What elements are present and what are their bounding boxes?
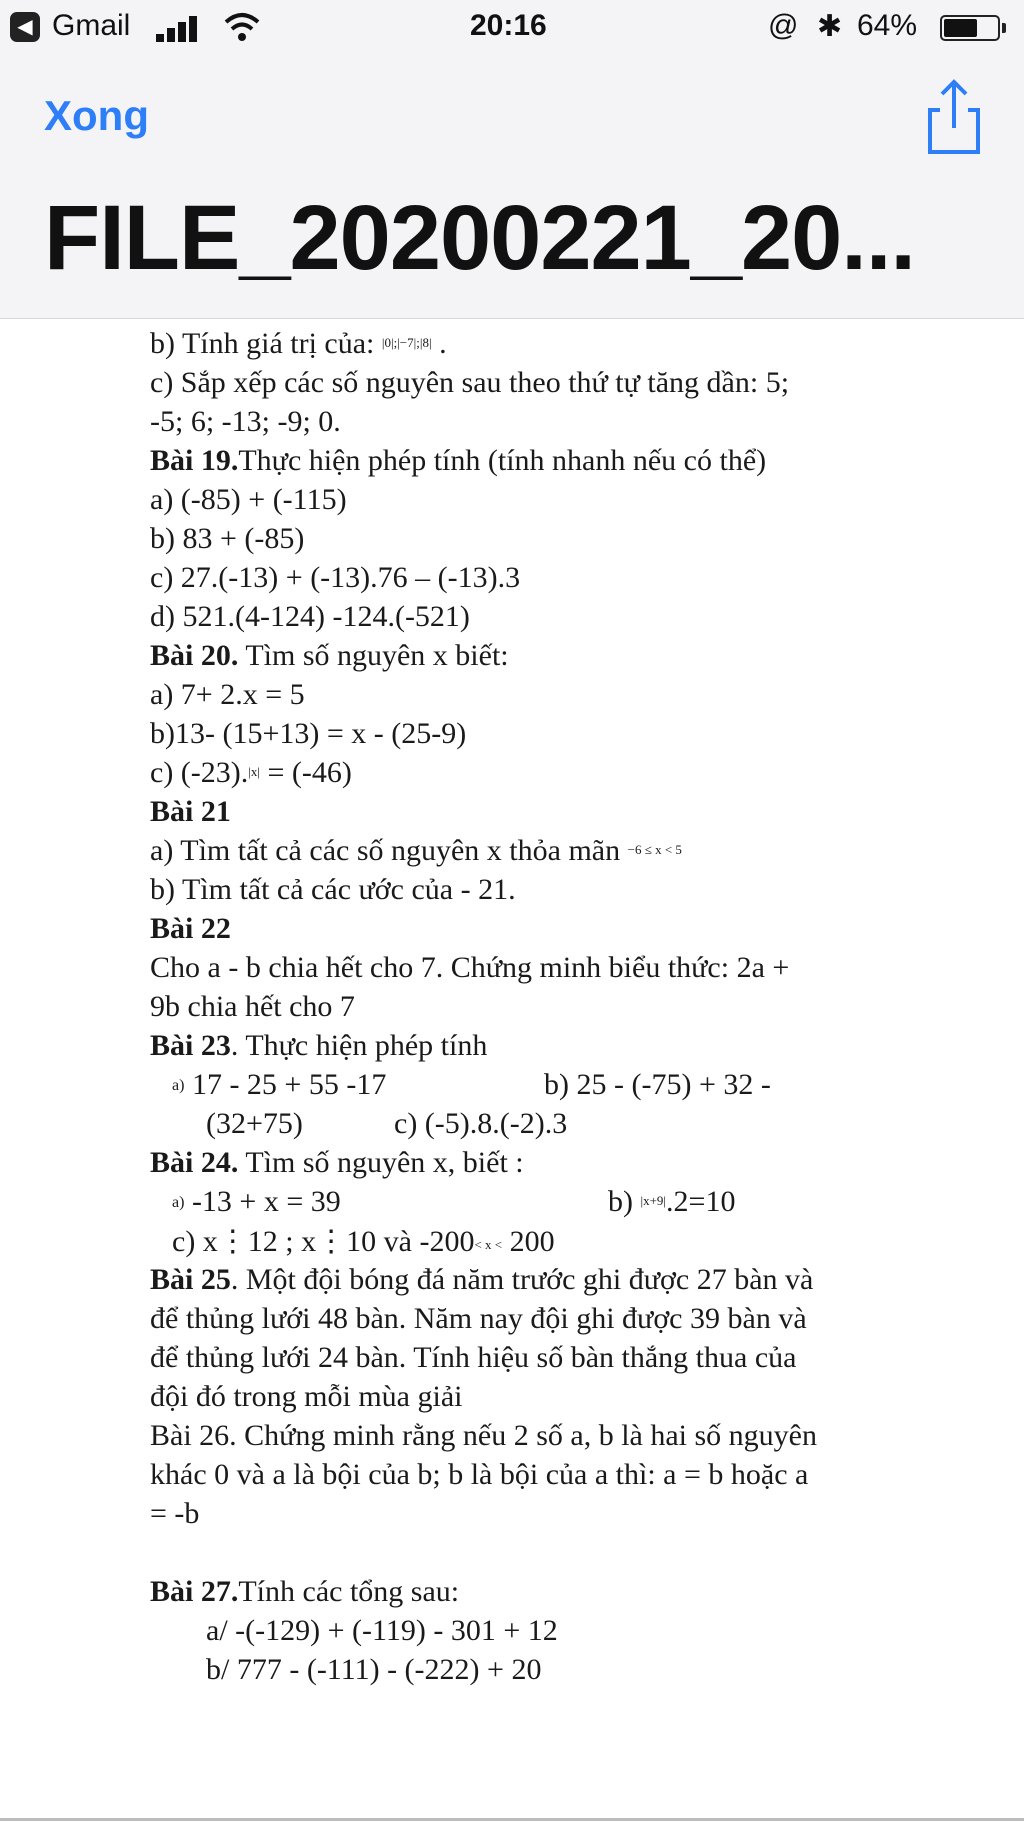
doc-line: (32+75) — [206, 1107, 303, 1140]
doc-line: Cho a - b chia hết cho 7. Chứng minh biểu thức: 2a + — [150, 951, 790, 984]
doc-line: b) 25 - (-75) + 32 - — [544, 1068, 771, 1101]
doc-line: d) 521.(4-124) -124.(-521) — [150, 600, 470, 633]
doc-line: a) -13 + x = 39 — [172, 1185, 341, 1218]
exercise-heading: Bài 25. Một đội bóng đá năm trước ghi được 27 bàn và — [150, 1263, 814, 1296]
doc-line: a/ -(-129) + (-119) - 301 + 12 — [206, 1614, 558, 1647]
doc-line: = -b — [150, 1497, 200, 1530]
doc-line: a) 17 - 25 + 55 -17 — [172, 1068, 387, 1101]
doc-line: b) Tính giá trị của: $^{|0|;|-7|;|8|}$ . — [150, 327, 447, 360]
bluetooth-icon: ✱ — [817, 10, 843, 43]
exercise-heading: Bài 22 — [150, 912, 231, 945]
exercise-heading: Bài 24. Tìm số nguyên x, biết : — [150, 1146, 524, 1179]
inline-formula: −6 ≤ x < 5 — [627, 842, 682, 857]
document-page[interactable] — [0, 319, 1024, 1821]
battery-percent: 64% — [857, 9, 918, 42]
exercise-heading: Bài 27.Tính các tổng sau: — [150, 1575, 460, 1608]
doc-line: b) Tìm tất cả các ước của - 21. — [150, 873, 516, 906]
battery-icon — [940, 15, 1000, 41]
doc-line: đội đó trong mỗi mùa giải — [150, 1380, 463, 1413]
doc-line: khác 0 và a là bội của b; b là bội của a thì: a = b hoặc a — [150, 1458, 809, 1491]
doc-line: a) (-85) + (-115) — [150, 483, 347, 516]
doc-line: Bài 26. Chứng minh rằng nếu 2 số a, b là hai số nguyên — [150, 1419, 818, 1452]
orientation-lock-icon: @ — [768, 9, 799, 42]
doc-line: b) $^{|x+9|}$.2=10 — [608, 1185, 736, 1218]
doc-line: c) x⋮12 ; x⋮10 và -200< x < 200 — [172, 1225, 555, 1258]
battery-level-fill — [944, 19, 977, 37]
doc-line: b/ 777 - (-111) - (-222) + 20 — [206, 1653, 542, 1686]
doc-line: để thủng lưới 24 bàn. Tính hiệu số bàn thắng thua của — [150, 1341, 797, 1374]
inline-formula: |x+9| — [640, 1193, 667, 1208]
inline-formula: < x < — [474, 1237, 503, 1252]
doc-line: a) 7+ 2.x = 5 — [150, 678, 305, 711]
doc-line: b)13- (15+13) = x - (25-9) — [150, 717, 467, 750]
wifi-icon — [224, 12, 260, 42]
doc-line: c) Sắp xếp các số nguyên sau theo thứ tự tăng dần: 5; — [150, 366, 790, 399]
battery-nub — [1002, 23, 1006, 33]
back-to-app-button[interactable]: ◀ — [10, 12, 40, 42]
inline-formula: |0|;|−7|;|8| — [381, 335, 432, 350]
done-button[interactable]: Xong — [44, 92, 149, 139]
exercise-heading: Bài 23. Thực hiện phép tính — [150, 1029, 488, 1062]
doc-line: c) (-23).$^{|x|}$ = (-46) — [150, 756, 352, 789]
exercise-heading: Bài 19.Thực hiện phép tính (tính nhanh nếu có thể) — [150, 444, 767, 477]
exercise-heading: Bài 21 — [150, 795, 231, 828]
exercise-heading: Bài 20. Tìm số nguyên x biết: — [150, 639, 509, 672]
doc-line: 9b chia hết cho 7 — [150, 990, 355, 1023]
doc-line: c) (-5).8.(-2).3 — [394, 1107, 568, 1140]
status-bar — [0, 0, 1024, 56]
status-time: 20:16 — [470, 9, 547, 42]
share-icon[interactable] — [924, 76, 984, 156]
doc-line: c) 27.(-13) + (-13).76 – (-13).3 — [150, 561, 521, 594]
cellular-signal-icon — [156, 14, 208, 42]
doc-line: b) 83 + (-85) — [150, 522, 305, 555]
inline-formula: |x| — [248, 764, 260, 779]
back-app-label[interactable]: Gmail — [52, 9, 131, 42]
doc-line: -5; 6; -13; -9; 0. — [150, 405, 341, 438]
doc-line: để thủng lưới 48 bàn. Năm nay đội ghi được 39 bàn và — [150, 1302, 807, 1335]
document-title: FILE_20200221_20... — [44, 187, 915, 289]
document-viewer-header — [0, 56, 1024, 319]
doc-line: a) Tìm tất cả các số nguyên x thỏa mãn $^{-6 \le x < 5}$ — [150, 834, 682, 867]
